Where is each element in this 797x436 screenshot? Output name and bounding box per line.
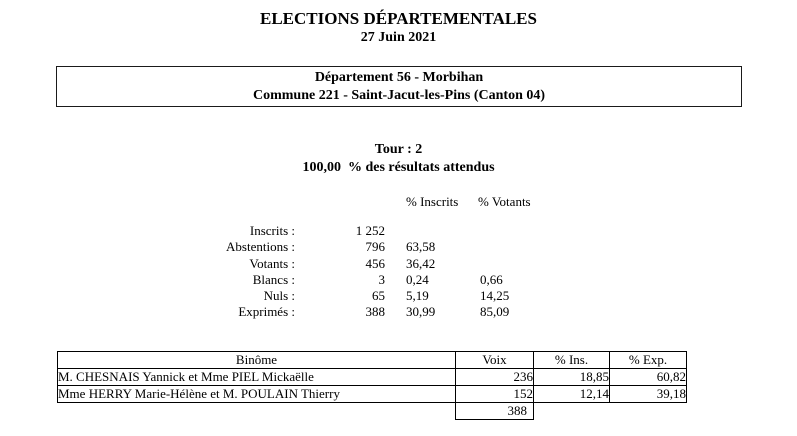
stat-value: 456 [365, 255, 385, 271]
binome-cell: M. CHESNAIS Yannick et Mme PIEL Mickaëlle [58, 369, 456, 386]
commune-header-box [56, 66, 742, 107]
stat-row-inscrits [0, 223, 797, 239]
stat-label: Blancs : [252, 271, 295, 287]
stats-column-headers [0, 194, 797, 208]
results-row [58, 369, 687, 386]
results-progress-line: 100,00 % des résultats attendus [302, 160, 495, 175]
results-header-binome: Binôme [58, 352, 456, 369]
stat-row-abstentions [0, 239, 797, 255]
pct-ins-cell: 12,14 [534, 386, 610, 403]
stat-value: 1 252 [355, 223, 385, 238]
stats-col-header-inscrits: % Inscrits [406, 194, 459, 209]
pct-exp-cell: 39,18 [610, 386, 687, 403]
pct-ins-cell: 18,85 [534, 369, 610, 386]
stat-label: Abstentions : [226, 239, 295, 255]
stat-pct-inscrits: 63,58 [406, 239, 436, 255]
total-spacer [534, 403, 610, 420]
results-header-row [58, 352, 687, 369]
pct-exp-cell: 60,82 [610, 369, 687, 386]
stat-pct-inscrits [406, 223, 480, 239]
total-spacer [58, 403, 456, 420]
stat-row-votants [0, 256, 797, 272]
stat-value: 796 [365, 239, 385, 255]
stat-row-nuls [0, 288, 797, 304]
stat-pct-inscrits: 30,99 [406, 304, 436, 320]
stat-pct-inscrits: 36,42 [406, 255, 436, 271]
stat-label: Nuls : [263, 288, 295, 304]
stat-pct-votants: 0,66 [480, 271, 503, 287]
stat-row-exprimes [0, 304, 797, 320]
stat-pct-votants: 85,09 [480, 304, 510, 320]
stat-label: Exprimés : [238, 304, 295, 320]
results-header-pct-ins: % Ins. [534, 352, 610, 369]
results-table [57, 351, 687, 420]
results-total-row [58, 403, 687, 420]
results-header-pct-exp: % Exp. [610, 352, 687, 369]
page-date: 27 Juin 2021 [360, 30, 437, 45]
stat-row-blancs [0, 272, 797, 288]
stat-value: 3 [378, 271, 385, 287]
voix-cell: 152 [456, 386, 534, 403]
voix-cell: 236 [456, 369, 534, 386]
stat-pct-inscrits: 0,24 [406, 271, 429, 287]
results-header-voix: Voix [456, 352, 534, 369]
stat-value: 65 [372, 288, 385, 304]
stat-pct-inscrits: 5,19 [406, 288, 429, 304]
participation-stats [0, 223, 797, 321]
binome-cell: Mme HERRY Marie-Hélène et M. POULAIN Thierry [58, 386, 456, 403]
round-number-line: Tour : 2 [374, 142, 423, 157]
results-row [58, 386, 687, 403]
stat-label: Votants : [249, 255, 295, 271]
stat-label: Inscrits : [249, 223, 295, 238]
stat-value: 388 [365, 304, 385, 320]
stat-pct-votants: 14,25 [480, 288, 510, 304]
total-voix-cell: 388 [456, 403, 534, 420]
total-spacer [610, 403, 687, 420]
departement-line: Département 56 - Morbihan [314, 70, 484, 85]
round-block [0, 141, 797, 177]
commune-line: Commune 221 - Saint-Jacut-les-Pins (Canton 04) [252, 88, 546, 103]
page-title: ELECTIONS DÉPARTEMENTALES [260, 9, 537, 28]
stats-col-header-votants: % Votants [478, 194, 531, 209]
